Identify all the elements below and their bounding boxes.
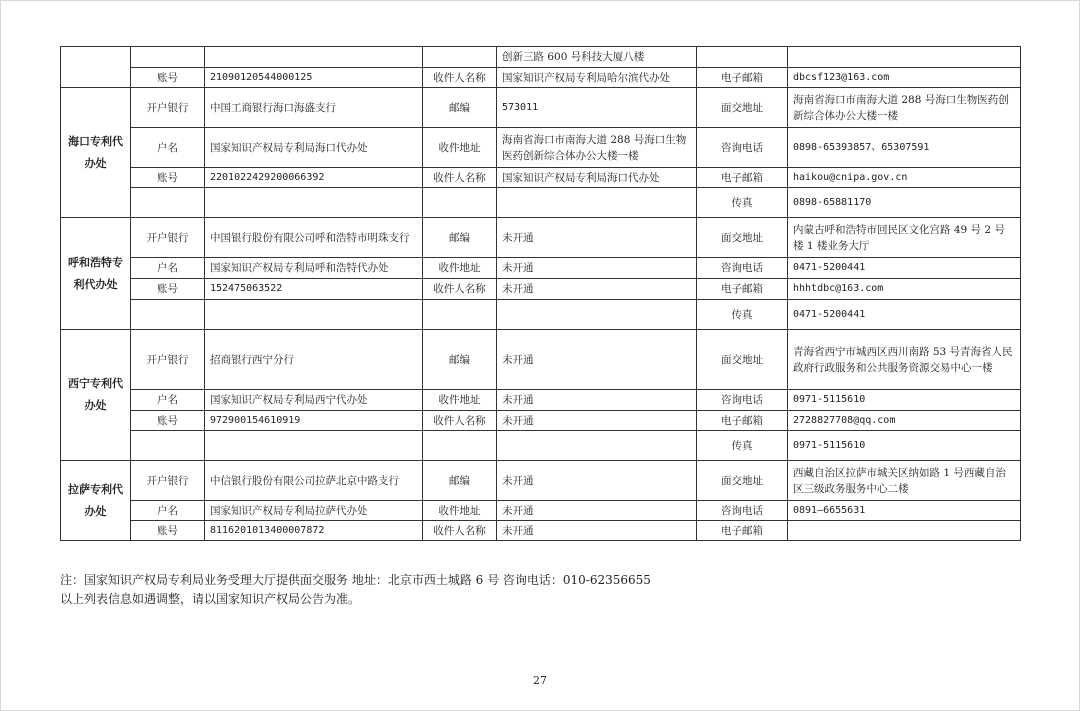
recipient-label: 收件人名称 xyxy=(423,521,497,541)
email xyxy=(788,521,1021,541)
account-name-label: 户名 xyxy=(131,390,205,411)
table-row xyxy=(61,521,1021,541)
table-row xyxy=(61,390,1021,411)
email: haikou@cnipa.gov.cn xyxy=(788,168,1021,188)
phone-label: 咨询电话 xyxy=(697,501,788,521)
phone: 0971-5115610 xyxy=(788,390,1021,411)
postcode: 未开通 xyxy=(497,330,697,390)
table-row xyxy=(61,188,1021,218)
table-row xyxy=(61,279,1021,300)
table-row xyxy=(61,300,1021,330)
office-name xyxy=(61,47,131,88)
account-name-label: 户名 xyxy=(131,258,205,279)
address-label: 收件地址 xyxy=(423,128,497,168)
footnote-line: 注：国家知识产权局专利局业务受理大厅提供面交服务 地址：北京市西土城路 6 号 咨询电话：010-62356655 xyxy=(60,573,651,587)
address-label: 收件地址 xyxy=(423,390,497,411)
mail-address: 创新三路 600 号科技大厦八楼 xyxy=(497,47,697,68)
email-label: 电子邮箱 xyxy=(697,411,788,431)
empty-cell xyxy=(205,47,423,68)
phone: 0891—6655631 xyxy=(788,501,1021,521)
recipient: 未开通 xyxy=(497,521,697,541)
postcode: 573011 xyxy=(497,88,697,128)
table-row xyxy=(61,88,1021,128)
mail-address: 未开通 xyxy=(497,501,697,521)
empty-cell xyxy=(205,188,423,218)
mail-address: 未开通 xyxy=(497,390,697,411)
recipient-label: 收件人名称 xyxy=(423,168,497,188)
office-name: 海口专利代办处 xyxy=(61,88,131,218)
counter-label: 面交地址 xyxy=(697,461,788,501)
page-number: 27 xyxy=(533,674,547,687)
recipient: 国家知识产权局专利局海口代办处 xyxy=(497,168,697,188)
counter-address: 内蒙古呼和浩特市回民区文化宫路 49 号 2 号楼 1 楼业务大厅 xyxy=(788,218,1021,258)
table-row xyxy=(61,330,1021,390)
table-row xyxy=(61,68,1021,88)
account-no: 21090120544000125 xyxy=(205,68,423,88)
empty-cell xyxy=(497,300,697,330)
empty-cell xyxy=(497,188,697,218)
bank: 中信银行股份有限公司拉萨北京中路支行 xyxy=(205,461,423,501)
bank-label: 开户银行 xyxy=(131,218,205,258)
fax: 0471-5200441 xyxy=(788,300,1021,330)
postcode: 未开通 xyxy=(497,218,697,258)
empty-cell xyxy=(131,300,205,330)
phone-label: 咨询电话 xyxy=(697,258,788,279)
phone: 0471-5200441 xyxy=(788,258,1021,279)
postcode-label: 邮编 xyxy=(423,461,497,501)
empty-cell xyxy=(423,188,497,218)
table-row xyxy=(61,47,1021,68)
email-label: 电子邮箱 xyxy=(697,168,788,188)
email-label: 电子邮箱 xyxy=(697,521,788,541)
recipient-label: 收件人名称 xyxy=(423,279,497,300)
address-label: 收件地址 xyxy=(423,501,497,521)
fax: 0971-5115610 xyxy=(788,431,1021,461)
table-row xyxy=(61,258,1021,279)
table-row xyxy=(61,168,1021,188)
empty-cell xyxy=(205,300,423,330)
recipient: 未开通 xyxy=(497,279,697,300)
address-label: 收件地址 xyxy=(423,258,497,279)
postcode: 未开通 xyxy=(497,461,697,501)
phone-label: 咨询电话 xyxy=(697,390,788,411)
empty-cell xyxy=(205,431,423,461)
bank-label: 开户银行 xyxy=(131,88,205,128)
empty-cell xyxy=(131,188,205,218)
bank: 中国工商银行海口海盛支行 xyxy=(205,88,423,128)
phone: 0898-65393857、65307591 xyxy=(788,128,1021,168)
bank: 中国银行股份有限公司呼和浩特市明珠支行 xyxy=(205,218,423,258)
account-name-label: 户名 xyxy=(131,128,205,168)
fax-label: 传真 xyxy=(697,300,788,330)
account-no-label: 账号 xyxy=(131,521,205,541)
account-no-label: 账号 xyxy=(131,411,205,431)
account-no: 2201022429200066392 xyxy=(205,168,423,188)
fax: 0898-65881170 xyxy=(788,188,1021,218)
mail-address: 海南省海口市南海大道 288 号海口生物医药创新综合体办公大楼一楼 xyxy=(497,128,697,168)
recipient-label: 收件人名称 xyxy=(423,411,497,431)
counter-address: 西藏自治区拉萨市城关区纳如路 1 号西藏自治区三级政务服务中心二楼 xyxy=(788,461,1021,501)
email: dbcsf123@163.com xyxy=(788,68,1021,88)
recipient: 未开通 xyxy=(497,411,697,431)
office-name: 呼和浩特专利代办处 xyxy=(61,218,131,330)
empty-cell xyxy=(131,47,205,68)
table-row xyxy=(61,128,1021,168)
table-row xyxy=(61,411,1021,431)
account-no-label: 账号 xyxy=(131,168,205,188)
table-row xyxy=(61,431,1021,461)
footnote xyxy=(60,571,651,609)
mail-address: 未开通 xyxy=(497,258,697,279)
fax-label: 传真 xyxy=(697,188,788,218)
patent-office-table xyxy=(60,46,1021,541)
empty-cell xyxy=(697,47,788,68)
account-name: 国家知识产权局专利局拉萨代办处 xyxy=(205,501,423,521)
account-no-label: 账号 xyxy=(131,68,205,88)
table-row xyxy=(61,501,1021,521)
account-no: 8116201013400007872 xyxy=(205,521,423,541)
postcode-label: 邮编 xyxy=(423,88,497,128)
recipient: 国家知识产权局专利局哈尔滨代办处 xyxy=(497,68,697,88)
counter-label: 面交地址 xyxy=(697,330,788,390)
bank-label: 开户银行 xyxy=(131,461,205,501)
account-name: 国家知识产权局专利局呼和浩特代办处 xyxy=(205,258,423,279)
office-name: 拉萨专利代办处 xyxy=(61,461,131,541)
account-no: 972900154610919 xyxy=(205,411,423,431)
empty-cell xyxy=(788,47,1021,68)
office-name: 西宁专利代办处 xyxy=(61,330,131,461)
recipient-label: 收件人名称 xyxy=(423,68,497,88)
empty-cell xyxy=(423,300,497,330)
table-row xyxy=(61,461,1021,501)
empty-cell xyxy=(497,431,697,461)
fax-label: 传真 xyxy=(697,431,788,461)
counter-address: 海南省海口市南海大道 288 号海口生物医药创新综合体办公大楼一楼 xyxy=(788,88,1021,128)
bank-label: 开户银行 xyxy=(131,330,205,390)
email: hhhtdbc@163.com xyxy=(788,279,1021,300)
phone-label: 咨询电话 xyxy=(697,128,788,168)
bank: 招商银行西宁分行 xyxy=(205,330,423,390)
email: 2728827708@qq.com xyxy=(788,411,1021,431)
empty-cell xyxy=(131,431,205,461)
counter-label: 面交地址 xyxy=(697,218,788,258)
empty-cell xyxy=(423,431,497,461)
footnote-line: 以上列表信息如遇调整，请以国家知识产权局公告为准。 xyxy=(60,592,361,606)
empty-cell xyxy=(423,47,497,68)
table-row xyxy=(61,218,1021,258)
account-name: 国家知识产权局专利局西宁代办处 xyxy=(205,390,423,411)
counter-label: 面交地址 xyxy=(697,88,788,128)
email-label: 电子邮箱 xyxy=(697,68,788,88)
account-no-label: 账号 xyxy=(131,279,205,300)
postcode-label: 邮编 xyxy=(423,218,497,258)
postcode-label: 邮编 xyxy=(423,330,497,390)
account-no: 152475063522 xyxy=(205,279,423,300)
account-name-label: 户名 xyxy=(131,501,205,521)
account-name: 国家知识产权局专利局海口代办处 xyxy=(205,128,423,168)
email-label: 电子邮箱 xyxy=(697,279,788,300)
counter-address: 青海省西宁市城西区西川南路 53 号青海省人民政府行政服务和公共服务资源交易中心一楼 xyxy=(788,330,1021,390)
